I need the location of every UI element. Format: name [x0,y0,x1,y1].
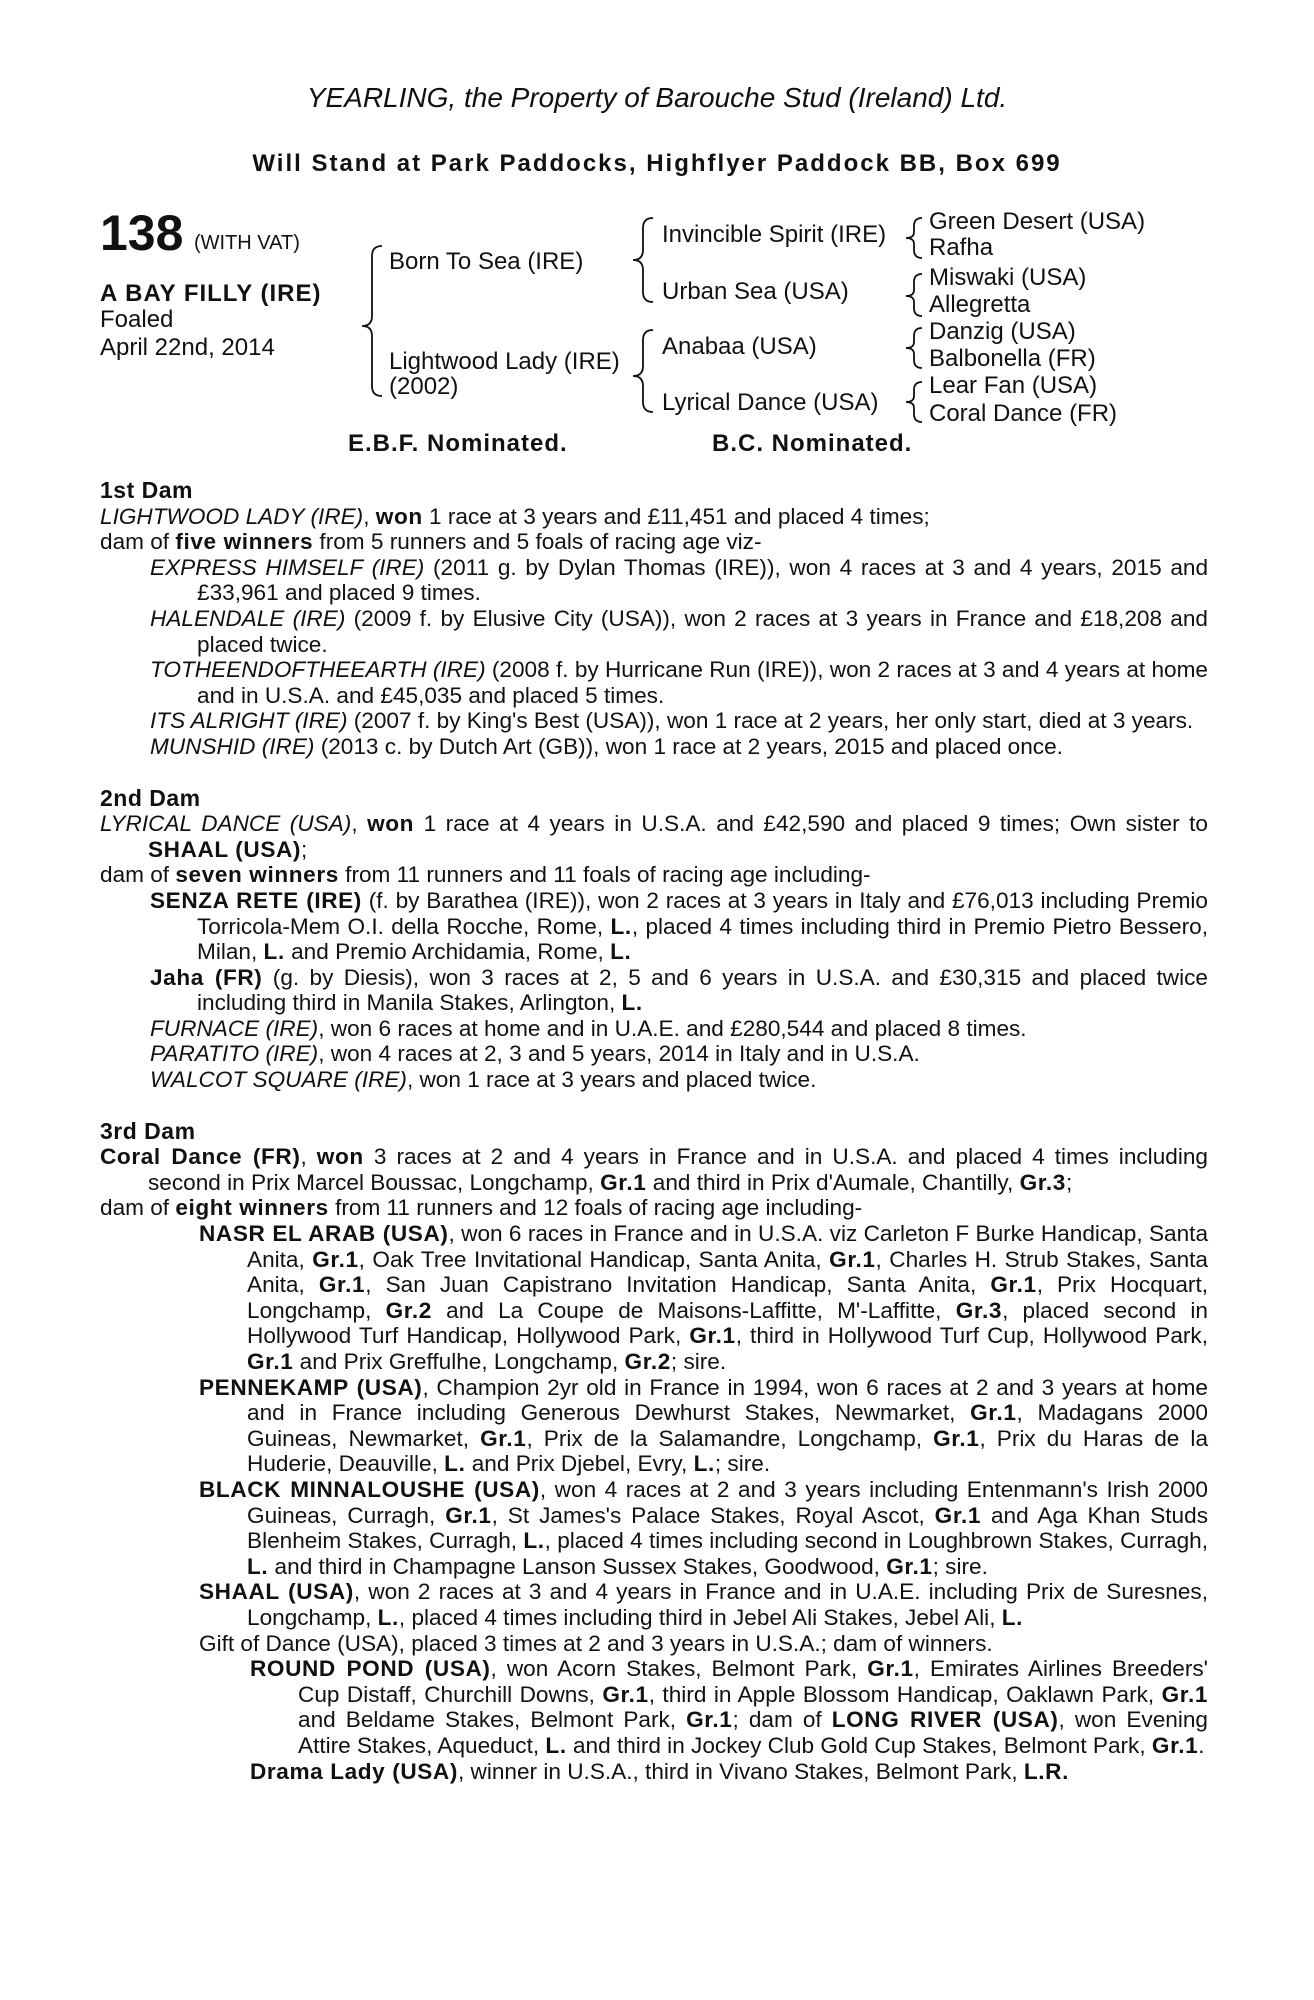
list-item: NASR EL ARAB (USA), won 6 races in France and in U.S.A. viz Carleton F Burke Handicap, Santa Anita, Gr.1, Oak Tree Invitational Handicap, Santa Anita, Gr.1, Charles H. Strub Stakes, Santa Anita, Gr.1, San Juan Capistrano Invitation Handicap, Santa Anita, Gr.1, Prix Hocquart, Longchamp, Gr.2 and La Coupe de Maisons-Laffitte, M'-Laffitte, Gr.3, placed second in Hollywood Turf Handicap, Hollywood Park, Gr.1, third in Hollywood Turf Cup, Hollywood Park, Gr.1 and Prix Greffulhe, Longchamp, Gr.2; sire. [199,1221,1209,1374]
stand-location: Will Stand at Park Paddocks, Highflyer Paddock BB, Box 699 [252,150,1062,177]
list-item [100,734,1208,760]
paternal-grandsire: Invincible Spirit (IRE) [662,221,887,248]
dam: Lightwood Lady (IRE) [389,348,620,375]
list-item: PARATITO (IRE), won 4 races at 2, 3 and 5 years, 2014 in Italy and in U.S.A. [150,1041,920,1067]
list-item [100,555,1208,606]
won-label: won [375,503,423,529]
first-dam-name: LIGHTWOOD LADY (IRE) [100,503,364,529]
list-item: SENZA RETE (IRE) (f. by Barathea (IRE)), won 2 races at 3 years in Italy and £76,013 including Premio Torricola-Mem O.I. della Rocche, Rome, L., placed 4 times including third in Premio Pietro Bessero, Milan, L. and Premio Archidamia, Rome, L. [150,887,1208,965]
produce-suffix: from 5 runners and 5 foals of racing age viz- [313,529,762,555]
second-dam-heading: 2nd Dam [100,784,201,811]
offspring-name: NASR EL ARAB (USA) [199,1221,449,1247]
vat-note: (WITH VAT) [194,232,300,254]
list-item [100,708,1208,734]
offspring-name: WALCOT SQUARE (IRE) [150,1067,407,1093]
list-item [100,1631,1208,1657]
list-item: Jaha (FR) (g. by Diesis), won 3 races at 2, 5 and 6 years in U.S.A. and £30,315 and placed twice including third in Manila Stakes, Arlington, L. [150,964,1208,1016]
bc-nominated: B.C. Nominated. [712,430,913,457]
offspring-name: FURNACE (IRE) [150,1015,319,1041]
offspring-name: SHAAL (USA) [199,1579,354,1605]
third-dam-heading: 3rd Dam [100,1117,196,1144]
ggp-1: Green Desert (USA) [929,208,1146,235]
offspring-name: LONG RIVER (USA) [831,1707,1059,1733]
ggp-4: Allegretta [929,291,1031,318]
foaled-label: Foaled [100,306,174,333]
page-title: YEARLING, the Property of Barouche Stud (Ireland) Ltd. [306,82,1008,113]
list-item: PENNEKAMP (USA), Champion 2yr old in France in 1994, won 6 races at 2 and 3 years at home and in France including Generous Dewhurst Stakes, Newmarket, Gr.1, Madagans 2000 Guineas, Newmarket, Gr.1, Prix de la Salamandre, Longchamp, Gr.1, Prix du Haras de la Huderie, Deauville, L. and Prix Djebel, Evry, L.; sire. [199,1374,1209,1477]
list-item: ROUND POND (USA), won Acorn Stakes, Belmont Park, Gr.1, Emirates Airlines Breeders' Cup Distaff, Churchill Downs, Gr.1, third in Apple Blossom Handicap, Oaklawn Park, Gr.1 and Beldame Stakes, Belmont Park, Gr.1; dam of LONG RIVER (USA), won Evening Attire Stakes, Aqueduct, L. and third in Jockey Club Gold Cup Stakes, Belmont Park, Gr.1. [250,1656,1208,1758]
punctuation: ; [301,836,308,862]
offspring-record: (2011 g. by Dylan Thomas (IRE)), won 4 races at 3 and 4 years, 2015 and £33,961 and placed 9 times. [197,554,1209,606]
ggp-2: Rafha [929,234,994,261]
list-item: SHAAL (USA), won 2 races at 3 and 4 years in France and in U.A.E. including Prix de Suresnes, Longchamp, L., placed 4 times including third in Jebel Ali Stakes, Jebel Ali, L. [199,1579,1208,1630]
offspring-name: HALENDALE (IRE) [150,605,346,631]
offspring-name: PENNEKAMP (USA) [199,1374,423,1400]
lot-number: 138 [100,205,184,261]
offspring-record: (2009 f. by Elusive City (USA)), won 2 races at 3 years in France and £18,208 and placed twice. [197,605,1208,657]
maternal-grandsire: Anabaa (USA) [662,333,817,360]
offspring-name: PARATITO (IRE) [150,1041,319,1067]
list-item [100,606,1208,657]
ggp-6: Balbonella (FR) [929,345,1096,372]
first-dam-record: LIGHTWOOD LADY (IRE), won 1 race at 3 years and £11,451 and placed 4 times; [100,503,930,529]
first-dam-produce [100,529,1208,555]
ggp-8: Coral Dance (FR) [929,400,1118,427]
paternal-granddam: Urban Sea (USA) [662,278,849,305]
horse-description: A BAY FILLY (IRE) [100,280,322,307]
ebf-nominated: E.B.F. Nominated. [348,430,568,457]
winners-count: eight winners [175,1195,329,1221]
list-item: WALCOT SQUARE (IRE), won 1 race at 3 years and placed twice. [150,1067,817,1093]
second-dam-name: LYRICAL DANCE (USA) [100,811,352,837]
offspring-name: ROUND POND (USA) [250,1656,491,1682]
pedigree-text [100,478,1208,1784]
offspring-name: EXPRESS HIMSELF (IRE) [150,554,425,580]
second-dam-record: LYRICAL DANCE (USA), won 1 race at 4 years in U.S.A. and £42,590 and placed 9 times; Own sister to SHAAL (USA); [100,811,1208,862]
dam-year: (2002) [389,373,459,400]
ggp-5: Danzig (USA) [929,318,1076,345]
offspring-name: Jaha (FR) [150,964,263,990]
offspring-name: MUNSHID (IRE) [150,733,315,759]
list-item: FURNACE (IRE), won 6 races at home and in U.A.E. and £280,544 and placed 8 times. [150,1015,1027,1041]
list-item: Drama Lady (USA), winner in U.S.A., third in Vivano Stakes, Belmont Park, L.R. [250,1758,1069,1784]
second-dam-produce [100,862,1208,888]
third-dam-produce: dam of eight winners from 11 runners and 12 foals of racing age including- [100,1195,863,1221]
produce-prefix: dam of [100,529,176,555]
second-dam-race-record: 1 race at 4 years in U.S.A. and £42,590 and placed 9 times; Own sister to [414,811,1208,837]
first-dam-heading: 1st Dam [100,477,193,503]
winners-count: seven winners [175,862,339,888]
offspring-name: BLACK MINNALOUSHE (USA) [199,1476,540,1502]
offspring-name: Drama Lady (USA) [250,1758,458,1784]
sire: Born To Sea (IRE) [389,248,584,275]
third-dam-name: Coral Dance (FR) [100,1144,301,1170]
third-dam-record: Coral Dance (FR), won 3 races at 2 and 4 years in France and in U.S.A. and placed 4 times including second in Prix Marcel Boussac, Longchamp, Gr.1 and third in Prix d'Aumale, Chantilly, Gr.3; [100,1144,1208,1195]
offspring-record: Gift of Dance (USA), placed 3 times at 2 and 3 years in U.S.A.; dam of winners. [199,1630,993,1656]
winners-count: five winners [175,529,314,555]
foaled-date: April 22nd, 2014 [100,334,275,361]
offspring-record: (2007 f. by King's Best (USA)), won 1 race at 2 years, her only start, died at 3 years. [347,708,1194,734]
produce-prefix: dam of [100,862,176,888]
won-label: won [316,1144,364,1170]
list-item [100,657,1208,708]
list-item: BLACK MINNALOUSHE (USA), won 4 races at 2 and 3 years including Entenmann's Irish 2000 Guineas, Curragh, Gr.1, St James's Palace Stakes, Royal Ascot, Gr.1 and Aga Khan Studs Blenheim Stakes, Curragh, L., placed 4 times including second in Loughbrown Stakes, Curragh, L. and third in Champagne Lanson Sussex Stakes, Goodwood, Gr.1; sire. [199,1476,1209,1579]
maternal-granddam: Lyrical Dance (USA) [662,389,879,416]
sister-name: SHAAL (USA) [148,836,302,862]
offspring-name: SENZA RETE (IRE) [150,887,362,913]
offspring-name: TOTHEENDOFTHEEARTH (IRE) [150,657,486,683]
won-label: won [367,811,415,837]
offspring-name: ITS ALRIGHT (IRE) [150,708,348,734]
ggp-7: Lear Fan (USA) [929,372,1098,399]
offspring-record: (2008 f. by Hurricane Run (IRE)), won 2 races at 3 and 4 years at home and in U.S.A. and £45,035 and placed 5 times. [197,657,1208,708]
first-dam-race-record: 1 race at 3 years and £11,451 and placed 4 times; [422,503,930,529]
produce-suffix: from 11 runners and 11 foals of racing age including- [338,862,871,888]
offspring-record: (2013 c. by Dutch Art (GB)), won 1 race at 2 years, 2015 and placed once. [314,733,1063,759]
ggp-3: Miswaki (USA) [929,264,1087,291]
